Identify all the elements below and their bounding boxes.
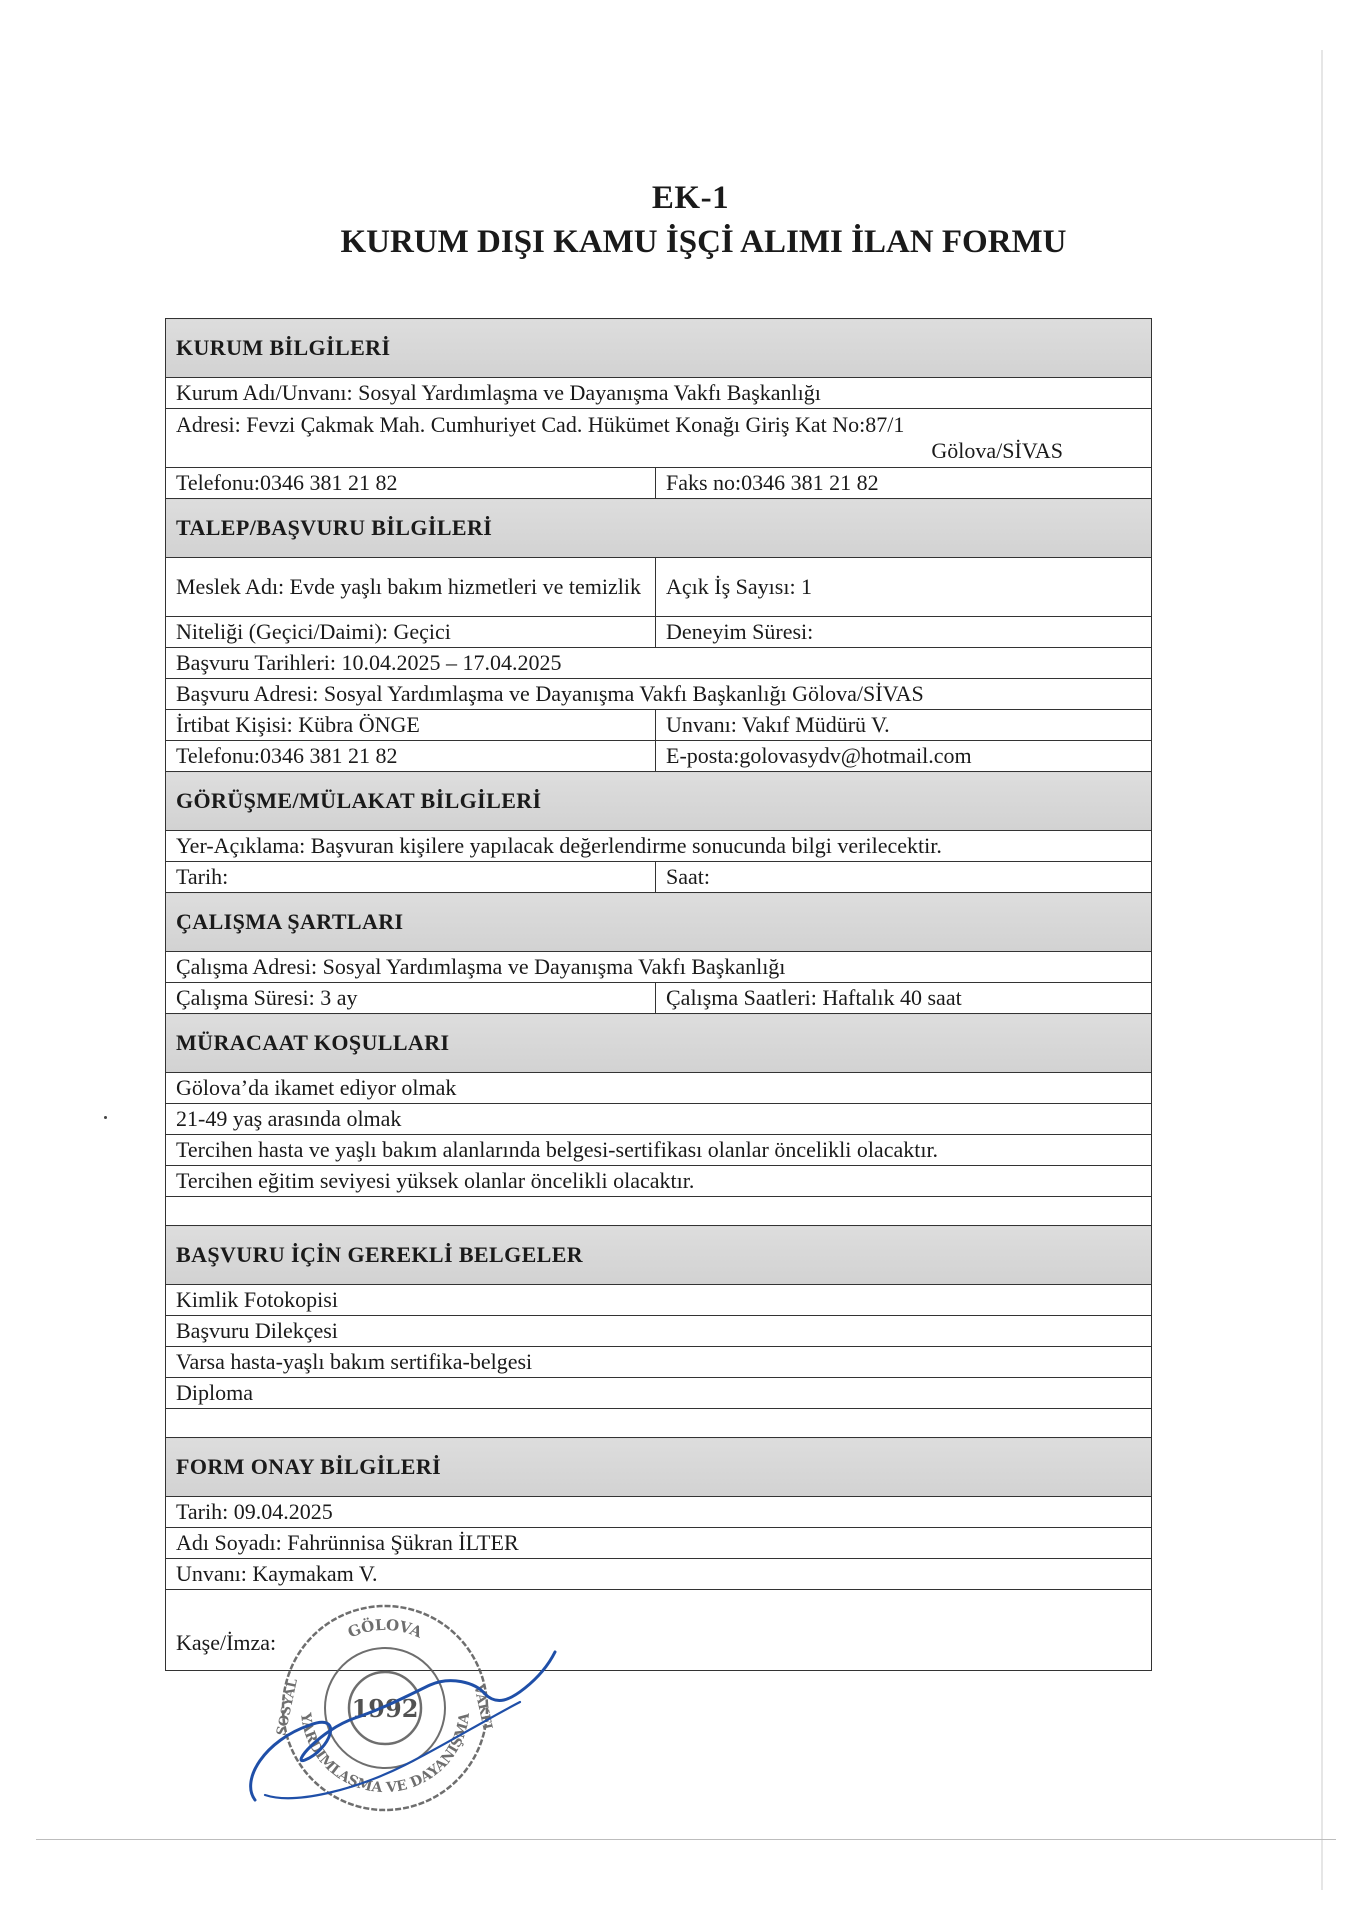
section-onay-header: FORM ONAY BİLGİLERİ	[166, 1438, 1152, 1497]
stamp-ring-top-text: GÖLOVA	[345, 1615, 425, 1642]
muracaat-item: Tercihen eğitim seviyesi yüksek olanlar öncelikli olacaktır.	[166, 1166, 1152, 1197]
belgeler-blank-row	[166, 1409, 1152, 1438]
section-gorusme-header: GÖRÜŞME/MÜLAKAT BİLGİLERİ	[166, 772, 1152, 831]
calisma-duration: Çalışma Süresi: 3 ay	[166, 983, 656, 1014]
section-muracaat-header: MÜRACAAT KOŞULLARI	[166, 1014, 1152, 1073]
muracaat-item: Gölova’da ikamet ediyor olmak	[166, 1073, 1152, 1104]
gorusme-time: Saat:	[656, 862, 1152, 893]
form-title: KURUM DIŞI KAMU İŞÇİ ALIMI İLAN FORMU	[340, 224, 1067, 260]
stamp-ring-right-text: VAKFI	[470, 1683, 495, 1732]
talep-phone: Telefonu:0346 381 21 82	[166, 741, 656, 772]
talep-nature: Niteliği (Geçici/Daimi): Geçici	[166, 617, 656, 648]
section-talep-header: TALEP/BAŞVURU BİLGİLERİ	[166, 499, 1152, 558]
gorusme-location: Yer-Açıklama: Başvuran kişilere yapılacak değerlendirme sonucunda bilgi verilecektir.	[166, 831, 1152, 862]
belge-item: Varsa hasta-yaşlı bakım sertifika-belgesi	[166, 1347, 1152, 1378]
signature-stroke	[251, 1652, 555, 1800]
belge-item: Diploma	[166, 1378, 1152, 1409]
stamp-ring-bottom-text: YARDIMLAŞMA VE DAYANIŞMA	[297, 1711, 473, 1797]
kurum-phone: Telefonu:0346 381 21 82	[166, 468, 656, 499]
talep-dates: Başvuru Tarihleri: 10.04.2025 – 17.04.2025	[166, 648, 1152, 679]
section-belgeler-header: BAŞVURU İÇİN GEREKLİ BELGELER	[166, 1226, 1152, 1285]
onay-name: Adı Soyadı: Fahrünnisa Şükran İLTER	[166, 1528, 1152, 1559]
talep-contact-title: Unvanı: Vakıf Müdürü V.	[656, 710, 1152, 741]
talep-contact: İrtibat Kişisi: Kübra ÖNGE	[166, 710, 656, 741]
onay-title: Unvanı: Kaymakam V.	[166, 1559, 1152, 1590]
belge-item: Kimlik Fotokopisi	[166, 1285, 1152, 1316]
muracaat-item: Tercihen hasta ve yaşlı bakım alanlarında belgesi-sertifikası olanlar öncelikli olacaktır.	[166, 1135, 1152, 1166]
stamp-center-text: 1992	[351, 1694, 419, 1723]
muracaat-blank-row	[166, 1197, 1152, 1226]
onay-stamp-label: Kaşe/İmza:	[176, 1630, 277, 1655]
document-header	[0, 178, 1357, 266]
stamp-ring-left-text: SOSYAL	[274, 1677, 301, 1738]
scan-edge-bottom	[36, 1839, 1336, 1840]
kurum-address	[166, 409, 1152, 468]
section-kurum-header: KURUM BİLGİLERİ	[166, 319, 1152, 378]
scan-edge-right	[1321, 50, 1323, 1890]
section-calisma-header: ÇALIŞMA ŞARTLARI	[166, 893, 1152, 952]
kurum-fax: Faks no:0346 381 21 82	[656, 468, 1152, 499]
annex-code: EK-1	[651, 180, 730, 216]
muracaat-item: 21-49 yaş arasında olmak	[166, 1104, 1152, 1135]
calisma-address: Çalışma Adresi: Sosyal Yardımlaşma ve Dayanışma Vakfı Başkanlığı	[166, 952, 1152, 983]
kurum-name: Kurum Adı/Unvanı: Sosyal Yardımlaşma ve Dayanışma Vakfı Başkanlığı	[166, 378, 1152, 409]
calisma-hours: Çalışma Saatleri: Haftalık 40 saat	[656, 983, 1152, 1014]
talep-experience: Deneyim Süresi:	[656, 617, 1152, 648]
kurum-address-line1: Adresi: Fevzi Çakmak Mah. Cumhuriyet Cad. Hükümet Konağı Giriş Kat No:87/1	[176, 412, 905, 437]
kurum-address-line2: Gölova/SİVAS	[931, 438, 1063, 463]
belge-item: Başvuru Dilekçesi	[166, 1316, 1152, 1347]
official-stamp-and-signature	[235, 1590, 565, 1820]
talep-occupation: Meslek Adı: Evde yaşlı bakım hizmetleri ve temizlik	[166, 558, 656, 617]
scan-speck	[104, 1116, 107, 1119]
talep-address: Başvuru Adresi: Sosyal Yardımlaşma ve Dayanışma Vakfı Başkanlığı Gölova/SİVAS	[166, 679, 1152, 710]
talep-open-jobs: Açık İş Sayısı: 1	[656, 558, 1152, 617]
onay-date: Tarih: 09.04.2025	[166, 1497, 1152, 1528]
gorusme-date: Tarih:	[166, 862, 656, 893]
talep-email: E-posta:golovasydv@hotmail.com	[656, 741, 1152, 772]
announcement-form	[165, 318, 1152, 1671]
